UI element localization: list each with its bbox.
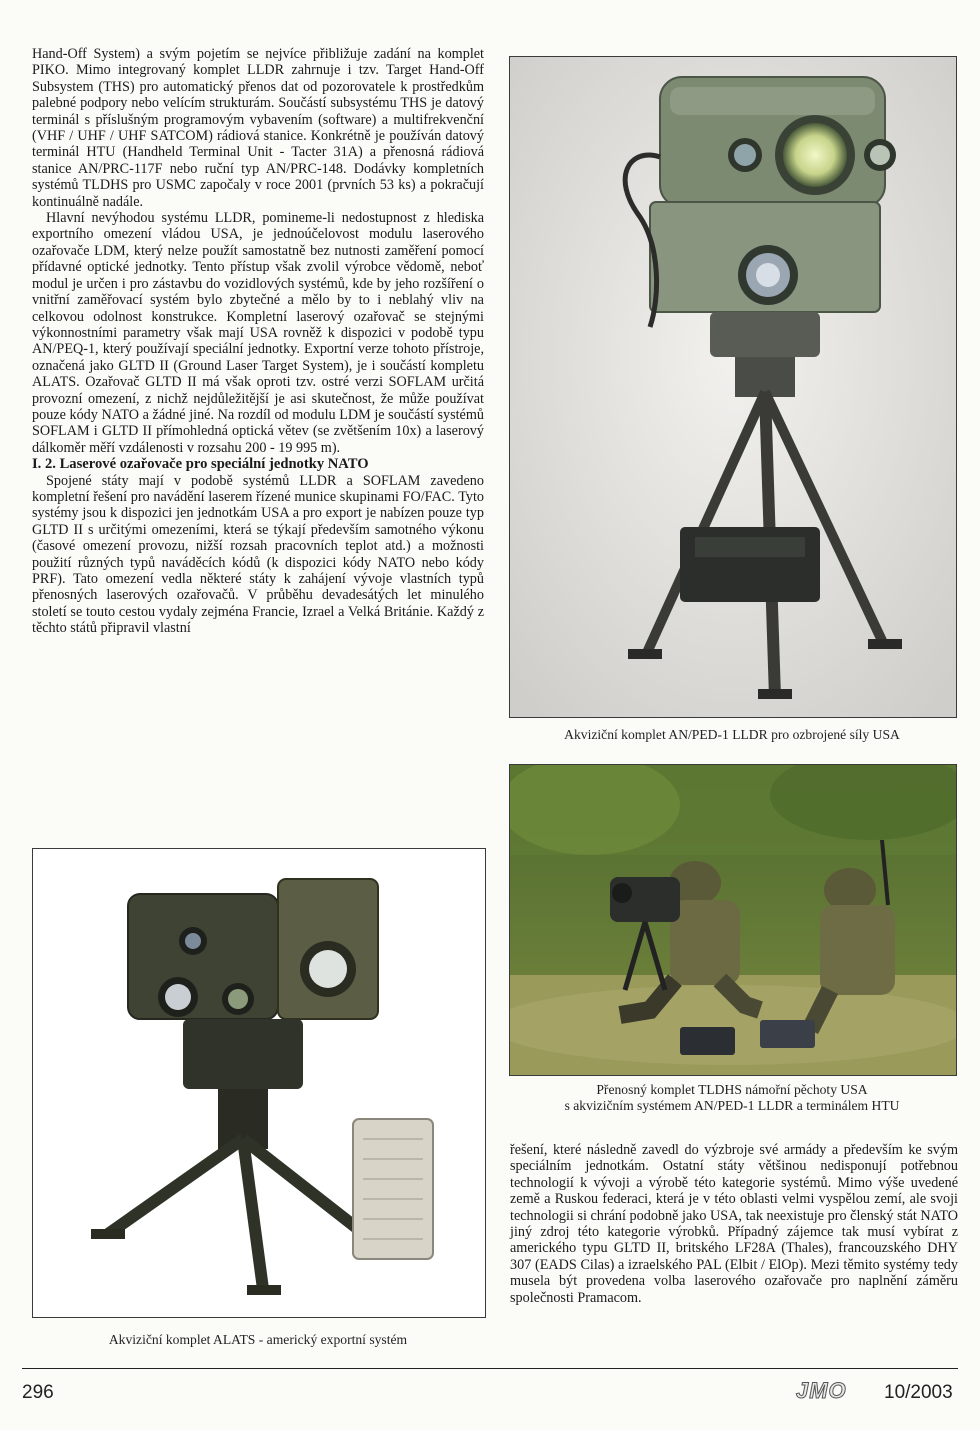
- photo-caption: Akviziční komplet ALATS - americký exportní systém: [108, 1332, 408, 1347]
- photo-lldr-tripod: [509, 56, 957, 718]
- paragraph: Hand-Off System) a svým pojetím se nejvíce přibližuje zadání na komplet PIKO. Mimo integrovaný komplet LLDR zahrnuje i tzv. Target Hand-Off Subsystem (THS) pro automatický přenos dat od pozorovatele k prostředkům palebné podpory nebo velícím strukturám. Součástí subsystému THS je datový terminál s příslušným programovým vybavením (software) a multifrekvenční (VHF / UHF / UHF SATCOM) rádiová stanice. Konkrétně je používán datový terminál HTU (Handheld Terminal Unit - Tacter 31A) a přenosná rádiová stanice AN/PRC-117F nebo ruční typ AN/PRC-148. Dodávky kompletních systémů TLDHS pro USMC započaly v roce 2001 (prvních 53 ks) a pokračují kontinuálně nadále.: [32, 46, 484, 210]
- section-heading: I. 2. Laserové ozařovače pro speciální jednotky NATO: [32, 456, 369, 473]
- photo-caption: [509, 1082, 955, 1114]
- paragraph: Hlavní nevýhodou systému LLDR, pomineme-li nedostupnost z hlediska exportního omezení vládou USA, je jednoúčelovost modulu laserového ozařovače LDM, který nelze použít samostatně bez nutnosti zaměření pomocí přídavné optické jednotky. Tento přístup však zvolil výrobce vědomě, neboť modul je určen i pro zástavbu do vozidlových systémů, kde by jeho rozšíření o vnitřní zaměřovací systém bylo zbytečné a mělo by to i neblahý vliv na celkovou odolnost konstrukce. Kompletní laserový ozařovač se stejnými výkonnostními parametry však mají USA rovněž k dispozici v podobě typu AN/PEQ-1, který používají speciální jednotky. Exportní verze tohoto přístroje, označená jako GLTD II (Ground Laser Target System), je i součástí kompletu ALATS. Ozařovač GLTD II má však oproti tzv. ostré verzi SOFLAM určitá provozní omezení, z nichž nejdůležitější je asi skutečnost, že může používat pouze kódy NATO a žádné jiné. Na rozdíl od modulu LDM je součástí systémů SOFLAM i GLTD II přímohledná optická větev (se zvětšením 10x) a laserový dálkoměr měří vzdálenosti v rozsahu 200 - 19 995 m).: [32, 210, 484, 456]
- paragraph: Spojené státy mají v podobě systémů LLDR a SOFLAM zavedeno kompletní řešení pro navádění laserem řízené munice skupinami FO/FAC. Tyto systémy jsou k dispozici jen jednotkám USA a pro export je nabízen pouze typ GLTD II s určitými omezeními, která se týkají především samotného výkonu (časové omezení provozu, nižší rozsah pracovních teplot atd.) a možnosti použití různých typů naváděcích kódů (k dispozici kódy NATO nebo kódy PRF). Tato omezení vedla některé státy k zahájení vývoje vlastních typů přenosných laserových ozařovačů. V průběhu devadesátých let minulého století se toutо cestou vydaly zejména Francie, Izrael a Velká Británie. Každý z těchto států připravil vlastní: [32, 472, 484, 637]
- caption-line: s akvizičním systémem AN/PED-1 LLDR a terminálem HTU: [564, 1098, 900, 1113]
- magazine-logo: JMO: [796, 1378, 847, 1403]
- footer-divider: [22, 1368, 958, 1369]
- paragraph: řešení, které následně zavedl do výzbroje své armády a především ke svým speciálním jednotkám. Ostatní státy většinou nedisponují potřebnou technologií k vývoji a výrobě této kategorie systémů. Mimo výše uvedené země a Ruskou federaci, která je v této oblasti velmi vyspělou zemí, ale svoji technologii si chrání podobně jako USA, tak neexistuje pro členský stát NATO jiný zdroj této kategorie výrobků. Případný zájemce tak musí vybírat z amerického typu GLTD II, britského LF28A (Thales), francouzského DHY 307 (EADS Cilas) a izraelského PAL (Elbit / ElOp). Mezi těmito systémy tedy musela být provedena volba laserového ozařovače pro naplnění záměru společnosti Pramacom.: [510, 1142, 958, 1306]
- issue-date: 10/2003: [884, 1382, 953, 1403]
- photo-caption: Akviziční komplet AN/PED-1 LLDR pro ozbrojené síly USA: [564, 727, 900, 742]
- caption-line: Přenosný komplet TLDHS námořní pěchoty USA: [596, 1082, 868, 1097]
- article-column-right: [510, 1142, 958, 1306]
- photo-tldhs-field: [509, 764, 957, 1076]
- page-number: 296: [22, 1382, 54, 1403]
- photo-alats: [32, 848, 486, 1318]
- article-column-left: [32, 46, 484, 637]
